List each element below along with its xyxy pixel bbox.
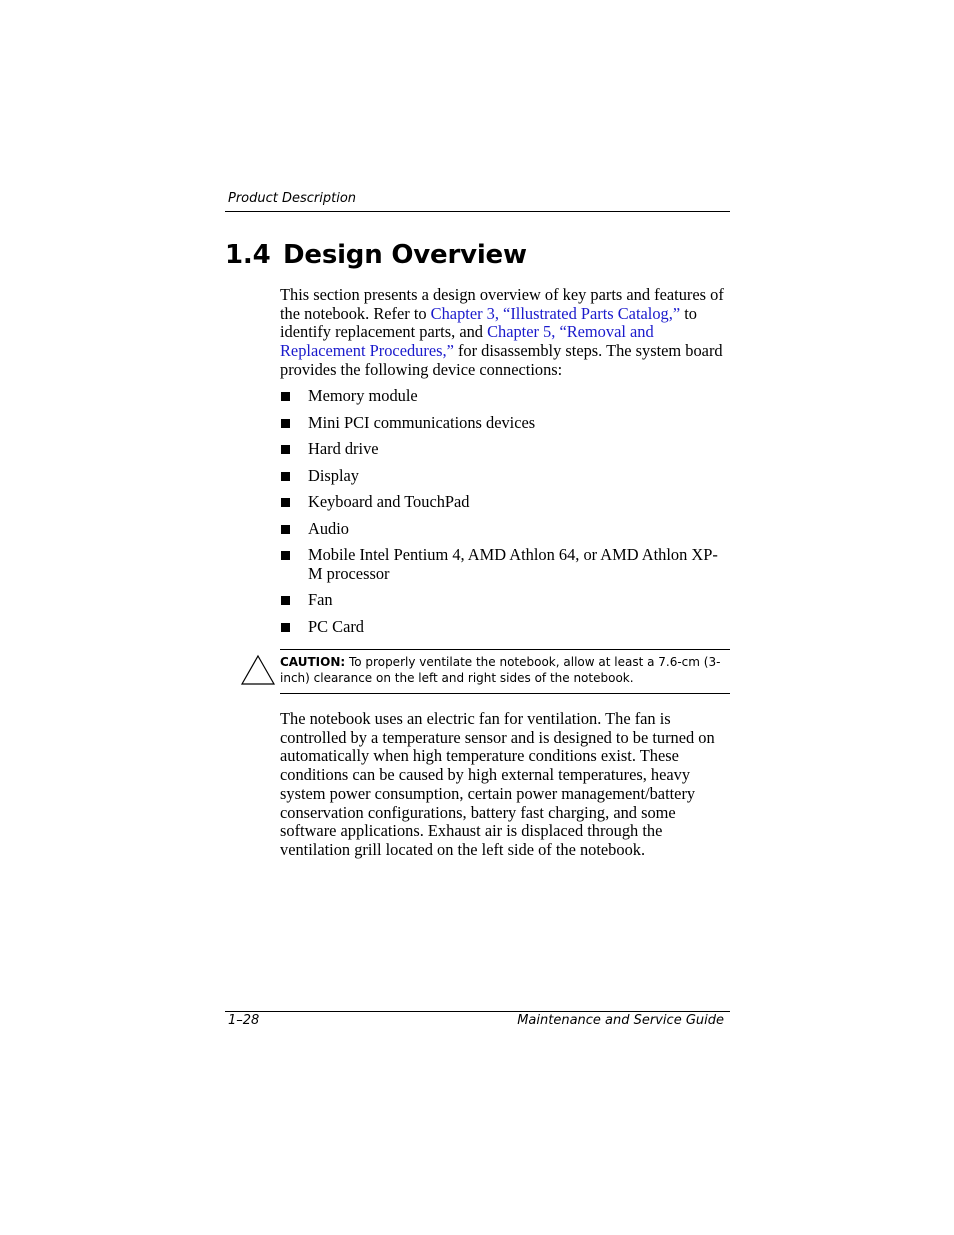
list-item-text: Audio: [308, 518, 349, 538]
header-rule: [225, 211, 730, 212]
list-item-text: Hard drive: [308, 439, 379, 458]
list-item: [280, 493, 732, 512]
list-item-text: Keyboard and TouchPad: [308, 492, 470, 511]
square-bullet-icon: [281, 419, 290, 428]
list-item: [280, 520, 732, 539]
section-title: [225, 240, 527, 270]
list-item-text: PC Card: [308, 616, 365, 636]
list-item: [280, 440, 732, 459]
square-bullet-icon: [281, 498, 290, 507]
caution-rule-bottom: [280, 693, 730, 694]
square-bullet-icon: [281, 392, 290, 401]
chapter-3-link[interactable]: Chapter 3, “Illustrated Parts Catalog,”: [430, 303, 681, 323]
caution-triangle-icon: [240, 654, 276, 686]
list-item-text: Fan: [308, 590, 333, 610]
list-item: [280, 467, 732, 486]
square-bullet-icon: [281, 525, 290, 534]
list-item: [280, 618, 732, 637]
intro-text-3: for disassembly steps. The system board provides the following device connections:: [280, 341, 723, 379]
list-item: [280, 387, 732, 406]
chapter-5-link[interactable]: Chapter 5, “Removal and Replacement Procedures,”: [280, 322, 654, 361]
list-item: [280, 414, 732, 433]
running-header: Product Description: [228, 191, 357, 206]
square-bullet-icon: [281, 596, 290, 605]
list-item-text: Memory module: [308, 386, 418, 405]
list-item-text: Display: [308, 465, 359, 485]
square-bullet-icon: [281, 551, 290, 560]
section-number: 1.4: [225, 240, 271, 270]
section-title-text: Design Overview: [283, 240, 527, 270]
list-item: [280, 591, 732, 610]
caution-label: CAUTION:: [280, 655, 346, 669]
square-bullet-icon: [281, 623, 290, 632]
footer-rule: [225, 1011, 730, 1012]
caution-note: [280, 654, 732, 686]
guide-title: Maintenance and Service Guide: [517, 1013, 724, 1028]
list-item-text: Mini PCI communications devices: [308, 412, 536, 432]
device-connections-list: [280, 387, 732, 644]
list-item-text: Mobile Intel Pentium 4, AMD Athlon 64, or AMD Athlon XP-M processor: [308, 545, 718, 583]
square-bullet-icon: [281, 472, 290, 481]
caution-body: To properly ventilate the notebook, allow at least a 7.6-cm (3-inch) clearance on the left and right sides of the notebook.: [280, 655, 721, 685]
caution-rule-top: [280, 649, 730, 650]
intro-text-2: to identify replacement parts, and: [280, 303, 697, 342]
intro-paragraph: [280, 286, 732, 380]
page-number: 1–28: [228, 1013, 260, 1028]
list-item: [280, 546, 732, 583]
intro-text-1: This section presents a design overview of key parts and features of the notebook. Refer to: [280, 285, 724, 323]
square-bullet-icon: [281, 445, 290, 454]
fan-paragraph: The notebook uses an electric fan for ventilation. The fan is controlled by a temperature sensor and is designed to be turned on automatically when high temperature conditions exist. These conditions can be caused by high external temperatures, heavy system power consumption, certain power management/battery conservation configurations, battery fast charging, and some software applications. Exhaust air is displaced through the ventilation grill located on the left side of the notebook.: [280, 709, 715, 859]
